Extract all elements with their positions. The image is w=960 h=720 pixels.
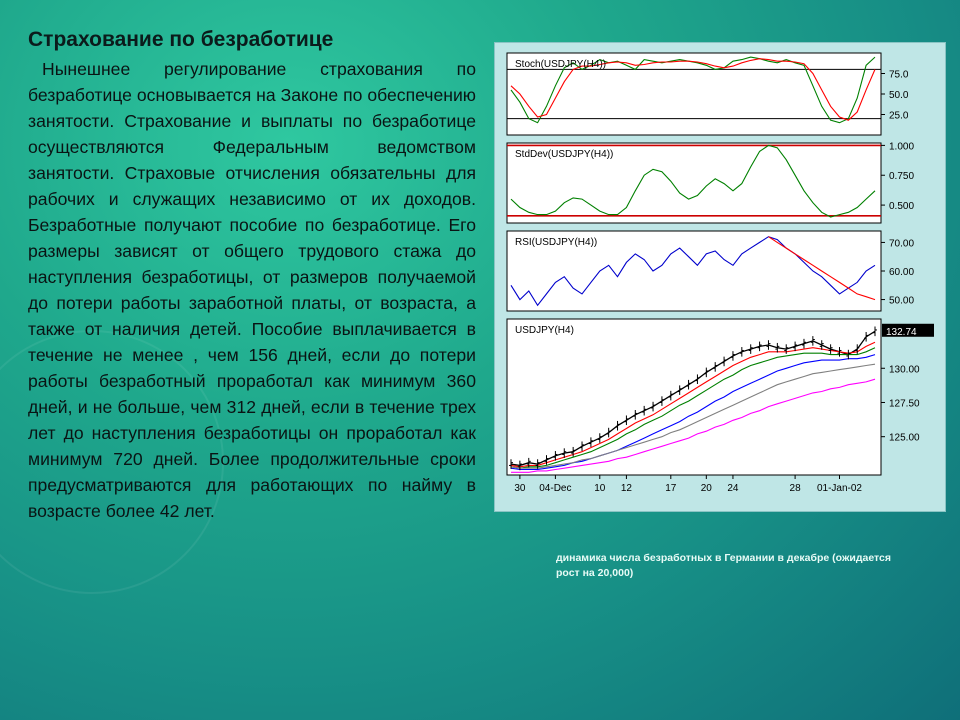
x-tick-label: 17 (665, 483, 677, 494)
chart-frame (494, 42, 946, 512)
y-tick-label: 25.0 (889, 110, 909, 122)
x-tick-label: 20 (700, 483, 712, 494)
y-tick-label: 125.00 (889, 432, 920, 444)
panel-label: USDJPY(H4) (515, 325, 574, 336)
panel-label: Stoch(USDJPY(H4)) (515, 59, 607, 70)
chart-caption: динамика числа безработных в Германии в декабре (ожидается рост на 20,000) (556, 552, 892, 579)
panel-background (507, 319, 881, 475)
y-tick-label: 130.00 (889, 364, 920, 376)
chart-panel-1 (507, 141, 914, 223)
y-tick-label: 0.500 (889, 201, 915, 213)
chart-panel-0 (507, 53, 909, 135)
x-tick-label: 12 (620, 483, 632, 494)
last-price-label: 132.74 (886, 326, 917, 338)
y-tick-label: 75.0 (889, 69, 909, 81)
y-tick-label: 127.50 (889, 398, 920, 410)
chart-panel-2 (507, 231, 914, 311)
y-tick-label: 50.0 (889, 90, 909, 101)
body-text: Нынешнее регулирование страхования по безработице основывается на Законе по обеспечению занятости. Страхование и выплаты по безработице осуществляются Федеральным ведомством занятости. Страховые отчисления обязательны для рабочих и служащих независимо от их доходов. Безработные получают пособие по безработице. Его размеры зависят от общего трудового стажа до наступления безработицы, от размеров получаемой до потери работы заработной платы, от возраста, а также от наличия детей. Пособие выплачивается в течение не менее , чем 156 дней, если до потери работы безработный проработал как минимум 360 дней, и не больше, чем 312 дней, если в течение трех лет до наступления безработицы он проработал как минимум 720 дней. Более продолжительные сроки предусматриваются для работающих по найму в возрасте более 42 лет. (28, 59, 476, 521)
slide-title: Страхование по безработице (28, 28, 334, 51)
x-tick-label: 30 (514, 483, 526, 494)
x-tick-label: 04-Dec (539, 483, 572, 494)
y-tick-label: 0.750 (889, 171, 915, 183)
y-tick-label: 60.00 (889, 267, 915, 278)
y-tick-label: 70.00 (889, 238, 915, 250)
x-tick-label: 10 (594, 483, 606, 494)
x-tick-label: 01-Jan-02 (816, 483, 863, 494)
x-tick-label: 24 (727, 483, 739, 494)
indicator-charts (501, 49, 939, 505)
panel-label: StdDev(USDJPY(H4)) (515, 149, 614, 160)
panel-label: RSI(USDJPY(H4)) (515, 237, 598, 248)
y-tick-label: 50.00 (889, 295, 915, 307)
x-tick-label: 28 (789, 483, 801, 494)
chart-panel-3 (507, 319, 934, 494)
y-tick-label: 1.000 (889, 141, 915, 153)
